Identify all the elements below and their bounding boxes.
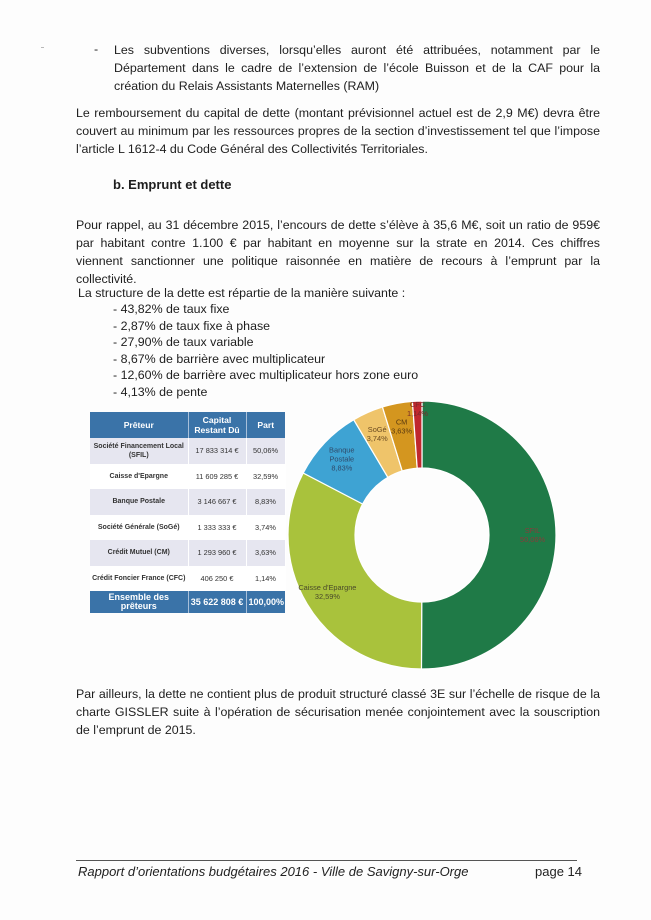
lender-share: 8,83% [246, 489, 285, 515]
lender-amount: 11 609 285 € [188, 464, 246, 490]
slice-value-label: 3,63% [391, 426, 413, 436]
structure-item: - 12,60% de barrière avec multiplicateur hors zone euro [113, 368, 419, 383]
structure-item: - 2,87% de taux fixe à phase [113, 318, 271, 333]
header-share: Part [246, 412, 285, 438]
gissler-paragraph: Par ailleurs, la dette ne contient plus de produit structuré classé 3E sur l’échelle de risque de la charte GISSLER suite à l’opération de sécurisation menée conjointement avec la souscription de l’emprunt de 2015. [76, 687, 600, 737]
lender-name: Banque Postale [90, 489, 188, 515]
table-row [90, 489, 285, 515]
lender-share: 3,74% [246, 515, 285, 541]
lender-amount: 1 333 333 € [188, 515, 246, 541]
slice-name-label: SoGé [367, 424, 387, 434]
slice-name-label: CFC [409, 400, 426, 410]
subsidies-bullet-text: Les subventions diverses, lorsqu’elles auront été attribuées, notamment par le Département dans le cadre de l’extension de l’école Buisson et de la CAF pour la création du Relais Assistants Maternelles (RAM) [114, 43, 600, 93]
lenders-donut-chart [280, 395, 570, 680]
structure-item: - 27,90% de taux variable [113, 335, 254, 350]
slice-name-label: Banque [329, 445, 355, 455]
donut-slice-caisse-d-epargne [288, 473, 422, 669]
slice-value-label: 1,14% [407, 409, 428, 419]
total-label: Ensemble des prêteurs [90, 591, 188, 613]
footer-title: Rapport d’orientations budgétaires 2016 - Ville de Savigny-sur-Orge [78, 864, 469, 879]
lender-name: Société Financement Local (SFIL) [90, 438, 188, 464]
lender-share: 3,63% [246, 540, 285, 566]
page-number: page 14 [535, 864, 582, 879]
table-row [90, 515, 285, 541]
lender-amount: 17 833 314 € [188, 438, 246, 464]
lender-amount: 3 146 667 € [188, 489, 246, 515]
lender-name: Société Générale (SoGé) [90, 515, 188, 541]
lender-amount: 1 293 960 € [188, 540, 246, 566]
lender-amount: 406 250 € [188, 566, 246, 592]
slice-name-label: SFIL [524, 526, 541, 536]
debt-structure-intro: La structure de la dette est répartie de la manière suivante : [78, 286, 406, 300]
slice-name-label: Postale [329, 454, 355, 464]
table-row [90, 464, 285, 490]
slice-value-label: 8,83% [331, 463, 353, 473]
header-lender: Prêteur [90, 412, 188, 438]
section-heading: b. Emprunt et dette [113, 177, 232, 192]
lender-name: Crédit Mutuel (CM) [90, 540, 188, 566]
capital-repayment-paragraph: Le remboursement du capital de dette (montant prévisionnel actuel est de 2,9 M€) devra être couvert au minimum par les ressources propres de la section d’investissement tel que l’impose l’article L 1612-4 du Code Général des Collectivités Territoriales. [76, 106, 600, 156]
table-row [90, 540, 285, 566]
lender-share: 1,14% [246, 566, 285, 592]
total-share: 100,00% [246, 591, 285, 613]
slice-value-label: 3,74% [366, 433, 388, 443]
lender-share: 32,59% [246, 464, 285, 490]
slice-name-label: CM [395, 417, 408, 427]
footer-divider [76, 860, 577, 861]
table-total-row [90, 591, 285, 613]
total-amount: 35 622 808 € [188, 591, 246, 613]
header-capital: Capital Restant Dû [188, 412, 246, 438]
lenders-table [90, 412, 286, 613]
lender-share: 50,06% [246, 438, 285, 464]
structure-item: - 8,67% de barrière avec multiplicateur [113, 351, 326, 366]
slice-value-label: 50,06% [519, 535, 546, 545]
bullet-marker: - [94, 42, 99, 56]
lender-name: Crédit Foncier France (CFC) [90, 566, 188, 592]
debt-reminder-paragraph: Pour rappel, au 31 décembre 2015, l’encours de dette s’élève à 35,6 M€, soit un ratio de 959€ par habitant contre 1.100 € par habitant en moyenne sur la strate en 2014. Ces chiffres viennent sanctionner une politique raisonnée en matière de recours à l’emprunt par la collectivité. [76, 218, 600, 286]
structure-item: - 43,82% de taux fixe [113, 302, 230, 316]
table-row [90, 438, 285, 464]
table-row [90, 566, 285, 592]
slice-name-label: Caisse d'Epargne [298, 583, 357, 593]
scan-artifact [41, 47, 44, 48]
structure-item: - 4,13% de pente [113, 384, 208, 399]
debt-structure-list [113, 301, 418, 401]
slice-value-label: 32,59% [314, 592, 340, 602]
lender-name: Caisse d'Epargne [90, 464, 188, 490]
table-header-row [90, 412, 285, 438]
